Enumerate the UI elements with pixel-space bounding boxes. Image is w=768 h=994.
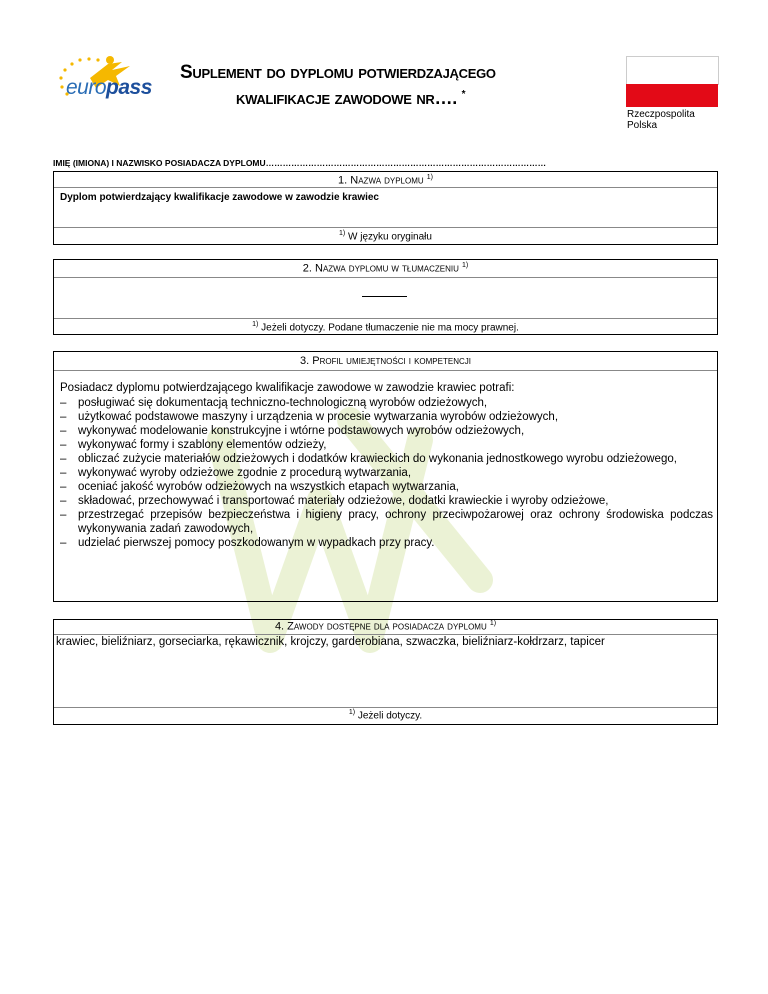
list-item: – posługiwać się dokumentacją techniczno-technologiczną wyrobów odzieżowych, (60, 397, 488, 409)
europass-wordmark: europass (66, 76, 152, 99)
section-title: 3. Profil umiejętności i kompetencji (300, 355, 471, 367)
skills-list (60, 396, 713, 550)
diploma-name: Dyplom potwierdzający kwalifikacje zawodowe w zawodzie krawiec (60, 192, 379, 203)
country-name: Rzeczpospolita Polska (627, 109, 695, 131)
section-occupations (53, 619, 718, 725)
section-translated-name (53, 259, 718, 335)
list-item: – oceniać jakość wyrobów odzieżowych na wszystkich etapach wytwarzania, (60, 481, 459, 493)
section-diploma-name (53, 171, 718, 245)
section-footnote: $^{1)}$ Jeżeli dotyczy. (348, 709, 423, 722)
document-title-line2: kwalifikacje zawodowe nr…. * (236, 88, 466, 108)
skills-intro: Posiadacz dyplomu potwierdzającego kwalifikacje zawodowe w zawodzie krawiec potrafi: (60, 382, 515, 394)
document-title-line1: Suplement do dyplomu potwierdzającego (180, 62, 496, 83)
list-item: – obliczać zużycie materiałów odzieżowych i dodatków krawieckich do wykonania jednostkowego wyrobu odzieżowego, (60, 453, 677, 465)
list-item: – użytkować podstawowe maszyny i urządzenia w procesie wytwarzania wyrobów odzieżowych, (60, 411, 559, 423)
holder-name-line: IMIĘ (IMIONA) I NAZWISKO POSIADACZA DYPLOMU……………………………………………………………………………………… (53, 158, 547, 168)
list-item: – wykonywać formy i szablony elementów odzieży, (60, 439, 327, 451)
polish-flag-red (626, 84, 718, 107)
section-title: 1. Nazwa dyplomu $^{1)}$ (338, 174, 433, 187)
occupations-list: krawiec, bieliźniarz, gorseciarka, rękawicznik, krojczy, garderobiana, szwaczka, bieliźniarz-kołdrzarz, tapicer (56, 636, 605, 648)
polish-flag-white (626, 56, 719, 85)
list-item: – przestrzegać przepisów bezpieczeństwa i higieny pracy, ochrony przeciwpożarowej oraz ochrony środowiska podczas wykonywania zadań zawodowych, (60, 509, 713, 535)
list-item: – wykonywać modelowanie konstrukcyjne i wtórne podstawowych wyrobów odzieżowych, (60, 425, 525, 437)
list-item: – wykonywać wyroby odzieżowe zgodnie z procedurą wytwarzania, (60, 467, 412, 479)
list-item: – składować, przechowywać i transportować materiały odzieżowe, dodatki krawieckie i wyroby odzieżowe, (60, 495, 609, 507)
section-title: 2. Nazwa dyplomu w tłumaczeniu $^{1)}$ (302, 262, 469, 275)
blank-line (362, 296, 407, 297)
section-skills-profile (53, 351, 718, 602)
list-item: – udzielać pierwszej pomocy poszkodowanym w wypadkach przy pracy. (60, 537, 435, 549)
section-footnote: $^{1)}$ W języku oryginału (339, 230, 432, 243)
section-footnote: $^{1)}$ Jeżeli dotyczy. Podane tłumaczenie nie ma mocy prawnej. (252, 321, 519, 334)
section-title: 4. Zawody dostępne dla posiadacza dyplomu $^{1)}$ (274, 620, 497, 633)
